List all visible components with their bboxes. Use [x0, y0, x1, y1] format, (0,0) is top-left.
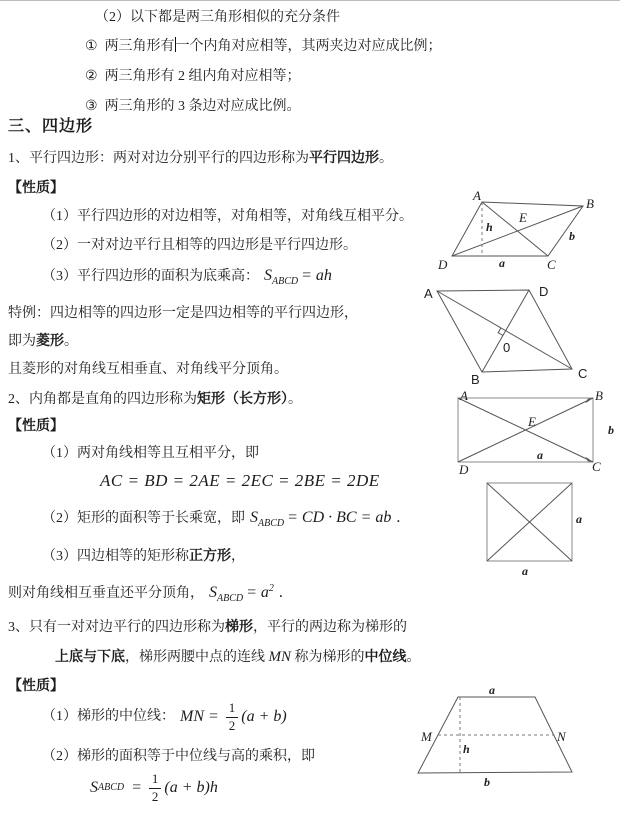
rect-property-2: [42, 508, 400, 534]
vertex-label-D: D: [539, 284, 549, 299]
rectangle-diagram: [455, 390, 620, 478]
formula-subscript: ABCD: [217, 593, 244, 604]
vertex-label-D: D: [438, 257, 448, 272]
formula-tail: (a + b)h: [164, 779, 218, 797]
center-label-O: 0: [503, 340, 511, 355]
height-label-h: h: [463, 742, 470, 756]
equals-sign: =: [131, 779, 142, 797]
parallelogram-definition: [8, 149, 393, 169]
rhombus-note-pre: 即为: [8, 334, 36, 349]
pgram-def-pre: 1、平行四边形：两对对边分别平行的四边形称为: [8, 151, 309, 166]
circled-number-2: ②: [85, 69, 98, 84]
pgram-property-1: （1）平行四边形的对边相等，对角相等，对角线互相平分。: [42, 209, 413, 224]
formula-S: S: [90, 779, 98, 797]
square-property: [8, 579, 283, 609]
equals-sign: =: [208, 708, 219, 726]
midpoint-label-M: M: [421, 729, 432, 744]
vertex-label-C: C: [592, 459, 601, 474]
vertex-label-B: B: [471, 372, 480, 387]
formula-subscript: ABCD: [258, 518, 285, 529]
similarity-item-3: [85, 97, 301, 117]
rect-property-1: （1）两对角线相等且互相平分，即: [42, 446, 259, 461]
side-label-a-bottom: a: [522, 564, 528, 578]
similarity-item-2: [85, 67, 301, 87]
parallelogram-diagram: [425, 186, 620, 278]
fraction-numerator: 1: [226, 701, 239, 718]
vertex-label-B: B: [586, 196, 594, 211]
fraction-denominator: 2: [151, 788, 159, 804]
section-heading: 三、四边形: [8, 118, 94, 135]
vertex-label-A: A: [424, 286, 433, 301]
vertex-label-B: B: [595, 388, 603, 403]
side-label-a: a: [489, 683, 495, 697]
circled-number-3: ③: [85, 99, 98, 114]
square-diagram: [483, 479, 601, 579]
trap-area-property: （2）梯形的面积等于中位线与高的乘积，即: [42, 749, 315, 764]
trap-def2-text1: ，梯形两腰中点的连线: [125, 650, 269, 665]
fraction-denominator: 2: [228, 717, 236, 733]
height-label-h: h: [486, 220, 493, 234]
formula-rhs: = a: [246, 584, 269, 601]
square-def-pre: （3）四边相等的矩形称: [42, 549, 189, 564]
vertex-label-A: A: [473, 188, 481, 203]
trap-area-formula: [90, 772, 218, 805]
trapezoid-definition-line2: [55, 647, 421, 668]
trap-def-post: ，平行的两边称为梯形的: [253, 620, 407, 635]
rect-area-formula: [250, 509, 401, 529]
similarity-item-1: [85, 37, 442, 57]
pgram-area-formula: [264, 267, 332, 287]
diagonal-AC: [437, 291, 572, 369]
side-label-a: a: [537, 448, 543, 462]
rhombus-diagram: [423, 283, 613, 398]
parallelogram-shape: [452, 202, 583, 256]
trapezoid-definition-line1: [8, 618, 407, 638]
point-label-E: E: [519, 210, 527, 225]
trap-mn-symbol: MN: [268, 649, 291, 665]
point-label-E: E: [528, 414, 536, 429]
fraction-one-half: [149, 772, 162, 805]
trap-def-pre: 3、只有一对对边平行的四边形称为: [8, 620, 225, 635]
trapezoid-diagram: [412, 683, 590, 795]
formula-period: .: [396, 509, 401, 526]
formula-subscript: ABCD: [272, 276, 299, 287]
midpoint-label-N: N: [557, 729, 566, 744]
trap-def2-end: 。: [406, 650, 421, 665]
pgram-def-end: 。: [379, 151, 393, 166]
trap-midline-term: 中位线: [364, 650, 407, 665]
formula-superscript: 2: [268, 583, 274, 594]
square-definition: [42, 547, 245, 567]
vertex-label-D: D: [459, 462, 469, 477]
formula-rhs: = CD · BC = ab: [287, 509, 392, 526]
formula-MN: MN: [180, 708, 204, 726]
fraction-one-half: [226, 701, 239, 734]
formula-period: .: [278, 584, 283, 601]
vertex-label-A: A: [460, 388, 468, 403]
formula-rhs: = ah: [301, 267, 332, 284]
formula-S: S: [209, 584, 217, 601]
rhombus-note-3: 且菱形的对角线互相垂直、对角线平分顶角。: [8, 362, 288, 377]
formula-S: S: [264, 267, 272, 284]
rhombus-note-2: [8, 332, 78, 352]
item1-text-post: 一个内角对应相等，其两夹边对应成比例；: [175, 39, 442, 54]
side-label-b: b: [608, 423, 614, 437]
square-term: 正方形: [189, 549, 231, 564]
trap-bases-term: 上底与下底: [55, 650, 125, 665]
rectangle-definition: [8, 390, 302, 410]
rhombus-note-1: 特例：四边相等的四边形一定是四边相等的平行四边形，: [8, 306, 358, 321]
formula-subscript: ABCD: [98, 782, 125, 794]
vertex-label-C: C: [578, 366, 588, 381]
rect-def-end: 。: [288, 392, 302, 407]
trap-midline-formula-line: [42, 701, 287, 734]
pgram-p3-label: （3）平行四边形的面积为底乘高：: [42, 269, 259, 284]
diagonal-DB: [482, 290, 529, 372]
pgram-property-3: [42, 266, 332, 292]
rect-properties-label: 【性质】: [8, 419, 64, 434]
formula-tail: (a + b): [241, 708, 287, 726]
trap-midline-formula: [180, 701, 287, 734]
pgram-properties-label: 【性质】: [8, 181, 64, 196]
square-def-end: ，: [231, 549, 245, 564]
side-label-b: b: [484, 775, 490, 789]
side-label-a: a: [499, 256, 505, 270]
item3-text: 两三角形的 3 条边对应成比例。: [104, 99, 301, 114]
rect-p2-label: （2）矩形的面积等于长乘宽，即: [42, 511, 245, 526]
vertex-label-C: C: [547, 257, 556, 272]
diagonal-DB: [452, 206, 583, 256]
side-label-a-right: a: [576, 512, 582, 526]
square-area-formula: [209, 583, 283, 604]
trap-p1-label: （1）梯形的中位线：: [42, 709, 175, 725]
trap-properties-label: 【性质】: [8, 679, 64, 694]
square-prop-text: 则对角线相互垂直还平分顶角，: [8, 586, 204, 601]
rect-def-pre: 2、内角都是直角的四边形称为: [8, 392, 197, 407]
pgram-def-bold: 平行四边形: [309, 151, 379, 166]
rect-def-bold: 矩形（长方形）: [197, 392, 288, 407]
side-label-b: b: [569, 229, 575, 243]
trap-def2-text2: 称为梯形的: [291, 650, 365, 665]
rhombus-note-end: 。: [64, 334, 78, 349]
fraction-numerator: 1: [149, 772, 162, 789]
rhombus-term: 菱形: [36, 334, 64, 349]
formula-S: S: [250, 509, 258, 526]
item1-text-pre: 两三角形有: [104, 39, 175, 54]
rect-diagonal-formula: AC = BD = 2AE = 2EC = 2BE = 2DE: [100, 471, 380, 490]
trap-term: 梯形: [225, 620, 253, 635]
page-top-border: [0, 0, 620, 1]
pgram-property-2: （2）一对对边平行且相等的四边形是平行四边形。: [42, 238, 357, 253]
circled-number-1: ①: [85, 39, 98, 54]
item2-text: 两三角形有 2 组内角对应相等；: [104, 69, 301, 84]
similarity-intro: （2）以下都是两三角形相似的充分条件: [95, 10, 340, 25]
